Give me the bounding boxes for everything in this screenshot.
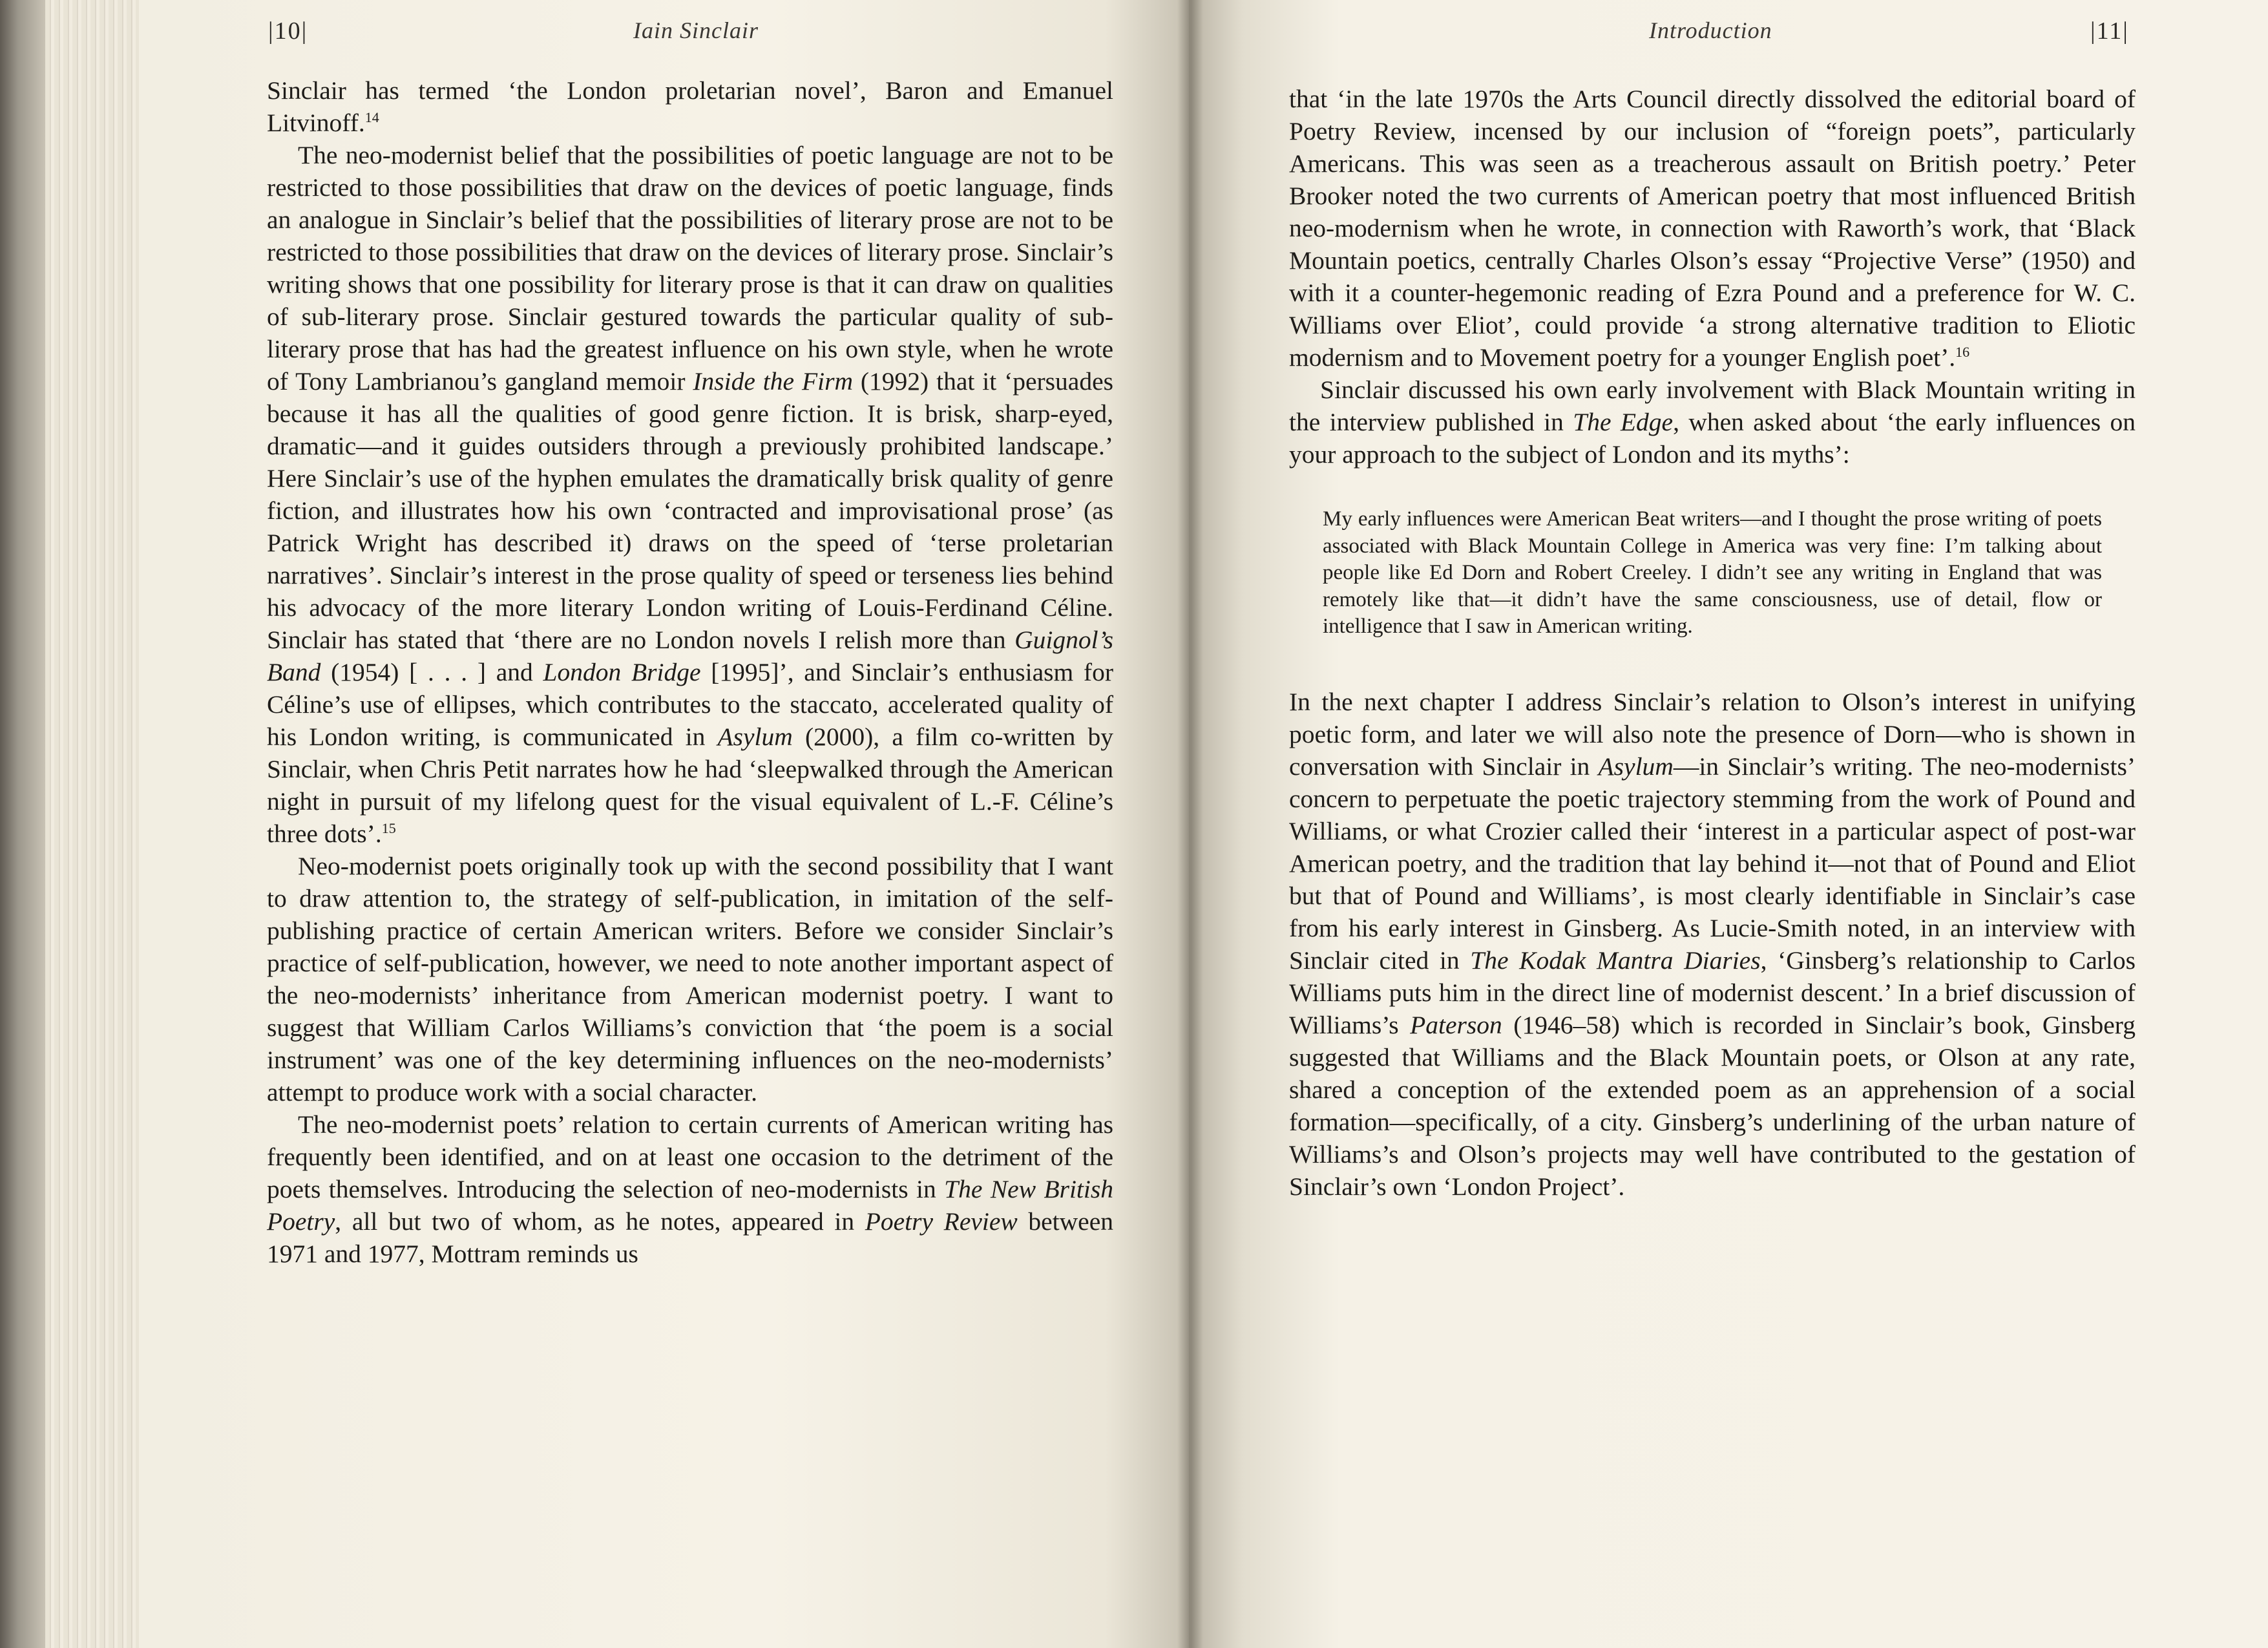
italic-title: Paterson xyxy=(1410,1010,1502,1039)
paragraph xyxy=(267,139,1113,850)
right-paragraphs-before-quote xyxy=(1289,83,2136,470)
text-run: Sinclair has termed ‘the London proletarian novel’, Baron and Emanuel Litvinoff. xyxy=(267,76,1113,137)
left-page xyxy=(139,0,1189,1648)
italic-title: Guignol’s Band xyxy=(267,626,1113,686)
paragraph xyxy=(1289,686,2136,1203)
text-run: (1946–58) which is recorded in Sinclair’s book, Ginsberg suggested that Williams and the Black Mountain poets, or Olson at any rate, shared a conception of the extended poem as an apprehension of a social formation—specifically, of a city. Ginsberg’s underlining of the urban nature of Williams’s and Olson’s projects may well have contributed to the gestation of Sinclair’s own ‘London Project’. xyxy=(1289,1010,2136,1201)
paragraph xyxy=(267,1108,1113,1270)
italic-title: Asylum xyxy=(717,723,793,751)
text-run: Sinclair discussed his own early involvement with Black Mountain writing in the interview published in xyxy=(1289,375,2136,436)
left-running-head: Iain Sinclair xyxy=(633,17,759,43)
left-body-text xyxy=(267,74,1113,1270)
paragraph xyxy=(1289,83,2136,374)
text-run: , when asked about ‘the early influences on your approach to the subject of London and its myths’: xyxy=(1289,408,2136,469)
text-run: The neo-modernist poets’ relation to certain currents of American writing has frequently been identified, and on at least one occasion to the detriment of the poets themselves. Introducing the selection of neo-modernists in xyxy=(267,1110,1113,1203)
text-run: The neo-modernist belief that the possibilities of poetic language are not to be restricted to those possibilities that draw on the devices of poetic language, finds an analogue in Sinclair’s belief that the possibilities of literary prose are not to be restricted to those possibilities that draw on the devices of literary prose. Sinclair’s writing shows that one possibility for literary prose is that it can draw on qualities of sub-literary prose. Sinclair gestured towards the particular quality of sub-literary prose that has had the greatest influence on his own style, when he wrote of Tony Lambrianou’s gangland memoir xyxy=(267,141,1113,396)
italic-title: Asylum xyxy=(1598,752,1674,781)
page-stack-edge xyxy=(45,0,142,1648)
text-run: between 1971 and 1977, Mottram reminds us xyxy=(267,1207,1113,1268)
right-running-head: Introduction xyxy=(1649,17,1772,43)
italic-title: The Kodak Mantra Diaries xyxy=(1470,945,1761,975)
text-run: —in Sinclair’s writing. The neo-modernists’ concern to perpetuate the poetic trajectory stemming from the work of Pound and Williams, or what Crozier called their ‘interest in a particular aspect of post-war American poetry, and the tradition that lay behind it—not that of Pound and Eliot but that of Pound and Williams’, is most clearly identifiable in Sinclair’s case from his early interest in Ginsberg. As Lucie-Smith noted, in an interview with Sinclair cited in xyxy=(1289,752,2136,975)
text-run: , ‘Ginsberg’s relationship to Carlos Williams puts him in the direct line of modernist descent.’ In a brief discussion of Williams’s xyxy=(1289,945,2136,1039)
text-run: that ‘in the late 1970s the Arts Council directly dissolved the editorial board of Poetry Review, incensed by our inclusion of “foreign poets”, particularly Americans. This was seen as a treacherous assault on British poetry.’ Peter Brooker noted the two currents of American poetry that most influenced British neo-modernism when he wrote, in connection with Raworth’s work, that ‘Black Mountain poetics, centrally Charles Olson’s essay “Projective Verse” (1950) and with it a counter-hegemonic reading of Ezra Pound and a preference for W. C. Williams over Eliot’, could provide ‘a strong alternative tradition to Eliotic modernism and to Movement poetry for a younger English poet’. xyxy=(1289,85,2136,372)
text-run: (1954) [ . . . ] and xyxy=(320,658,543,686)
paragraph xyxy=(267,74,1113,139)
right-page xyxy=(1189,0,2268,1648)
text-run: Neo-modernist poets originally took up with the second possibility that I want to draw attention to, the strategy of self-publication, in imitation of the self-publishing practice of certain American writers. Before we consider Sinclair’s practice of self-publication, however, we need to note another important aspect of the neo-modernists’ inheritance from American modernist poetry. I want to suggest that William Carlos Williams’s conviction that ‘the poem is a social instrument’ was one of the key determining influences on the neo-modernists’ attempt to produce work with a social character. xyxy=(267,852,1113,1106)
text-run: (1992) that it ‘persuades because it has all the qualities of good genre fiction. It is brisk, sharp-eyed, dramatic—and it guides outsiders through a previously prohibited landscape.’ Here Sinclair’s use of the hyphen emulates the dramatically brisk quality of genre fiction, and illustrates how his own ‘contracted and improvisational prose’ (as Patrick Wright has described it) draws on the speed of ‘terse proletarian narratives’. Sinclair’s interest in the prose quality of speed or terseness lies behind his advocacy of the more literary London writing of Louis-Ferdinand Céline. Sinclair has stated that ‘there are no London novels I relish more than xyxy=(267,367,1113,654)
paragraph xyxy=(267,850,1113,1108)
left-folio: |10| xyxy=(268,17,308,45)
text-run: (2000), a film co-written by Sinclair, when Chris Petit narrates how he had ‘sleepwalked through the American night in pursuit of my lifelong quest for the visual equivalent of L.-F. Céline’s three dots’. xyxy=(267,723,1113,848)
footnote-ref: 15 xyxy=(381,819,396,836)
block-quote: My early influences were American Beat writers—and I thought the prose writing of poets associated with Black Mountain College in America was very fine: I’m talking about people like Ed Dorn and Robert Creeley. I didn’t see any writing in England that was remotely like that—it didn’t have the same consciousness, use of detail, flow or intelligence that I saw in American writing. xyxy=(1323,507,2102,638)
right-folio: |11| xyxy=(2090,17,2129,45)
book-cover-edge xyxy=(0,0,45,1648)
italic-title: Poetry Review xyxy=(865,1207,1018,1236)
text-run: In the next chapter I address Sinclair’s relation to Olson’s interest in unifying poetic form, and later we will also note the presence of Dorn—who is shown in conversation with Sinclair in xyxy=(1289,687,2136,781)
italic-title: London Bridge xyxy=(543,658,701,686)
italic-title: The Edge xyxy=(1573,408,1674,436)
footnote-ref: 14 xyxy=(364,109,379,125)
paragraph xyxy=(1289,374,2136,470)
right-body-text xyxy=(1289,83,2136,1203)
text-run: [1995]’, and Sinclair’s enthusiasm for Céline’s use of ellipses, which contributes to the staccato, accelerated quality of his London writing, is communicated in xyxy=(267,658,1113,751)
right-paragraphs-after-quote xyxy=(1289,686,2136,1203)
italic-title: Inside the Firm xyxy=(693,367,853,396)
italic-title: The New British Poetry xyxy=(267,1175,1113,1236)
text-run: , all but two of whom, as he notes, appeared in xyxy=(335,1207,865,1236)
book-gutter xyxy=(1177,0,1203,1648)
footnote-ref: 16 xyxy=(1955,343,1970,360)
